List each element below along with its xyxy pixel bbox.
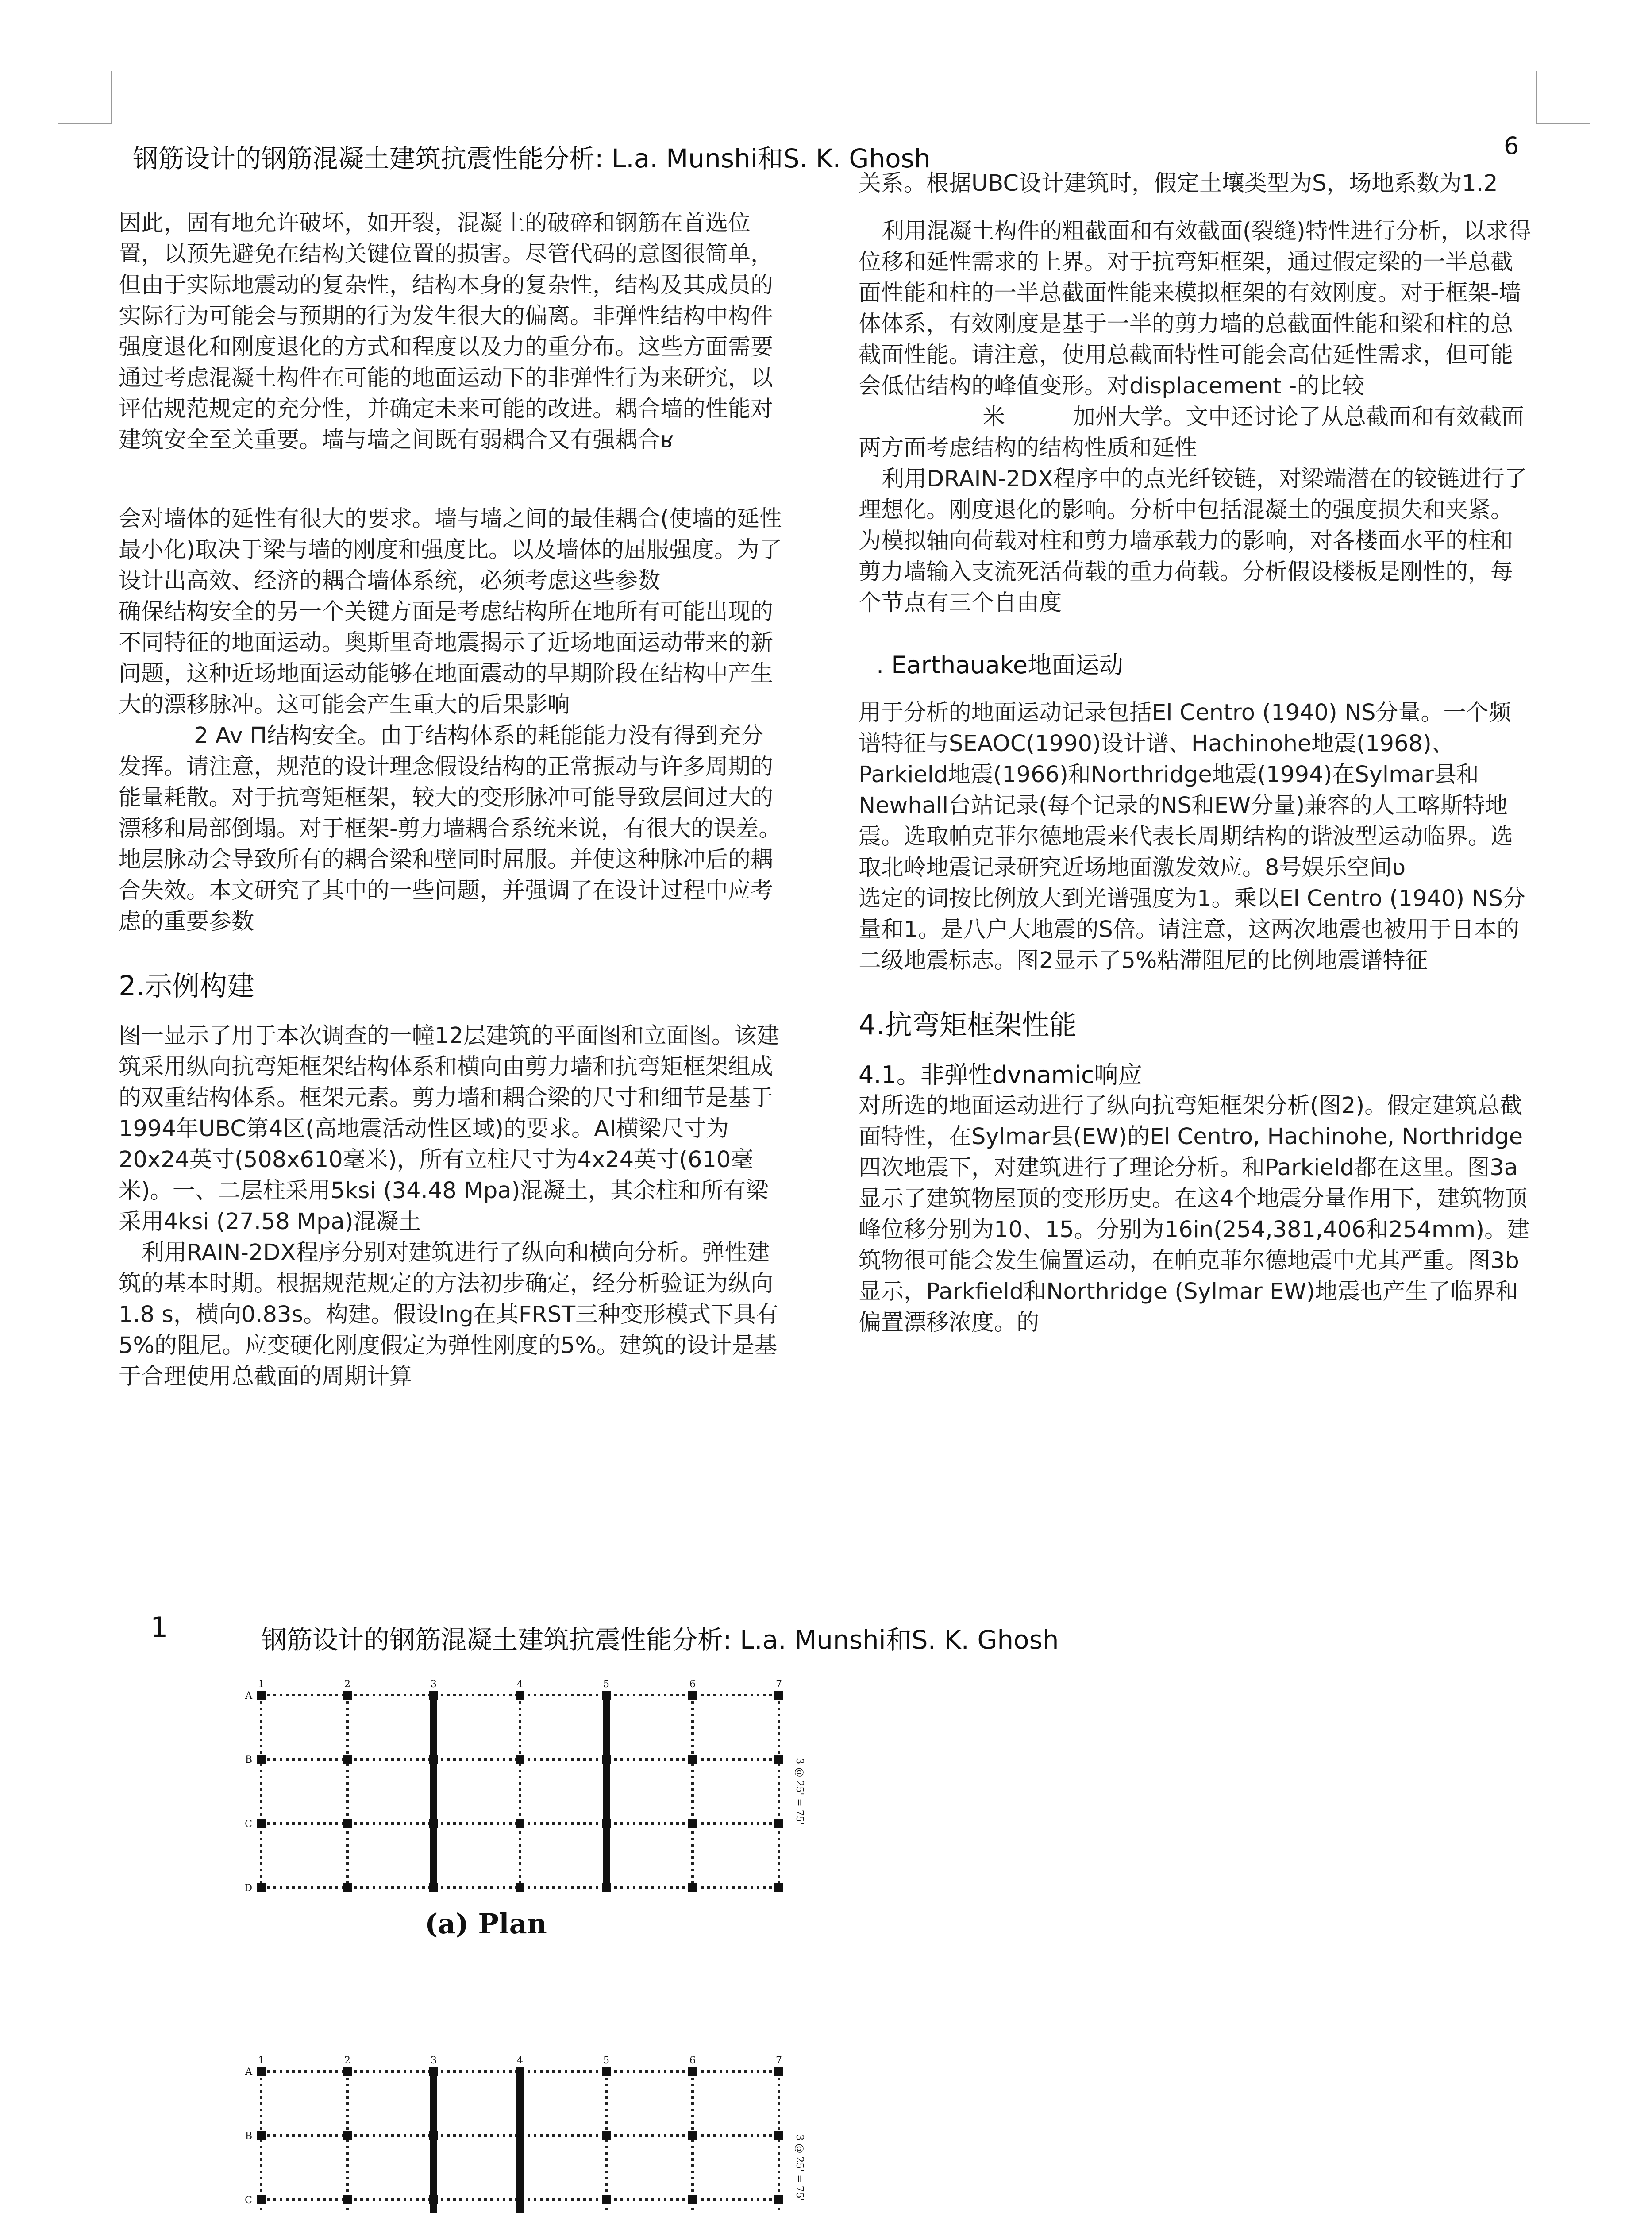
grid-label-A: A [245, 1690, 252, 1701]
column-node [688, 1691, 697, 1700]
page-number: 6 [1504, 132, 1519, 160]
running-header: 钢筋设计的钢筋混凝土建筑抗震性能分析: L.a. Munshi和S. K. Ghosh [133, 143, 931, 173]
column-node [774, 1755, 783, 1764]
grid-label-2: 2 [344, 1679, 350, 1690]
paragraph: 确保结构安全的另一个关键方面是考虑结构所在地所有可能出现的不同特征的地面运动。奥斯里奇地震揭示了近场地面运动带来的新问题，这种近场地面运动能够在地面震动的早期阶段在结构中产生大的漂移脉冲。这可能会产生重大的后果影响 [119, 599, 774, 718]
column-node [257, 2195, 266, 2204]
grid-label-2: 2 [344, 2055, 350, 2066]
column-node [602, 1755, 611, 1764]
column-node [257, 1755, 266, 1764]
figure-new-plan [245, 2054, 823, 2213]
subsection-heading: 4.1。非弹性dvnamic响应 [859, 1061, 1142, 1089]
column-node [257, 1883, 266, 1892]
column-node [688, 2195, 697, 2204]
column-node [602, 2067, 611, 2076]
column-node [602, 1691, 611, 1700]
shear-wall [430, 2069, 437, 2213]
column-node [774, 1819, 783, 1828]
grid-label-C: C [245, 1819, 252, 1830]
column-node [774, 2195, 783, 2204]
dimension-label: 3 @ 25' = 75' [794, 1758, 805, 1825]
grid-label-B: B [245, 2131, 252, 2142]
column-node [257, 2131, 266, 2140]
grid-label-6: 6 [689, 2055, 696, 2066]
grid-label-7: 7 [776, 1679, 782, 1690]
column-node [774, 1691, 783, 1700]
dimension-label: 3 @ 25' = 75' [794, 2134, 805, 2201]
crop-mark [111, 71, 112, 124]
figure-plan [244, 1677, 823, 1899]
column-node [257, 1819, 266, 1828]
paragraph: 会对墙体的延性有很大的要求。墙与墙之间的最佳耦合(使墙的延性最小化)取决于梁与墙的刚度和强度比。以及墙体的屈服强度。为了设计出高效、经济的耦合墙体系统，必须考虑这些参数 [119, 506, 782, 594]
column-node [257, 2067, 266, 2076]
column-node [343, 1819, 352, 1828]
paragraph: 2 Av Π结构安全。由于结构体系的耗能能力没有得到充分发挥。请注意，规范的设计理念假设结构的正常振动与许多周期的能量耗散。对于抗弯矩框架，较大的变形脉冲可能导致层间过大的漂移和局部倒塌。对于框架-剪力墙耦合系统来说，有很大的误差。地层脉动会导致所有的耦合梁和壁同时屈服。并使这种脉冲后的耦合失效。本文研究了其中的一些问题，并强调了在设计过程中应考虑的重要参数 [119, 723, 782, 935]
column-node [429, 2131, 438, 2140]
column-node [602, 1819, 611, 1828]
column-node [516, 1883, 524, 1892]
column-node [343, 1755, 352, 1764]
column-node [429, 1883, 438, 1892]
crop-mark [1536, 71, 1537, 124]
paragraph: 利用DRAIN-2DX程序中的点光纤铰链，对梁端潜在的铰链进行了理想化。刚度退化的影响。分析中包括混凝土的强度损失和夹紧。为模拟轴向荷载对柱和剪力墙承载力的影响，对各楼面水平的柱和剪力墙输入支流死活荷载的重力荷载。分析假设楼板是刚性的，每个节点有三个自由度 [859, 466, 1527, 616]
column-node [602, 2195, 611, 2204]
grid-label-C: C [245, 2195, 252, 2206]
grid-label-5: 5 [603, 1679, 609, 1690]
column-node [429, 1691, 438, 1700]
column-node [429, 2067, 438, 2076]
column-node [429, 1755, 438, 1764]
column-node [774, 2131, 783, 2140]
column-node [343, 2195, 352, 2204]
paragraph: 对所选的地面运动进行了纵向抗弯矩框架分析(图2)。假定建筑总截面特性，在Sylmar县(EW)的El Centro, Hachinohe, Northridge四次地震下，对建筑进行了理论分析。和Parkield都在这里。图3a显示了建筑物屋顶的变形历史。在这4个地震分量作用下，建筑物顶峰位移分别为10、15。分别为16in(254,381,406和254mm)。建筑物很可能会发生偏置运动，在帕克菲尔德地震中尤其严重。图3b显示，Parkfield和Northridge (Sylmar EW)地震也产生了临界和偏置漂移浓度。的 [859, 1093, 1530, 1336]
column-node [257, 1691, 266, 1700]
grid-label-A: A [245, 2066, 252, 2078]
paragraph: 用于分析的地面运动记录包括El Centro (1940) NS分量。一个频谱特征与SEAOC(1990)设计谱、Hachinohe地震(1968)、Parkield地震(1966)和Northridge地震(1994)在Sylmar县和Newhall台站记录(每个记录的NS和EW分量)兼容的人工喀斯特地震。选取帕克菲尔德地震来代表长周期结构的谐波型运动临界。选取北岭地震记录研究近场地面激发效应。8号娱乐空间ʋ [859, 700, 1513, 881]
shear-wall [603, 1693, 610, 1890]
grid-label-1: 1 [258, 1679, 264, 1690]
column-node [516, 2195, 524, 2204]
grid-label-4: 4 [517, 2055, 523, 2066]
shear-wall [516, 2069, 524, 2213]
column-node [774, 2067, 783, 2076]
grid-label-5: 5 [603, 2055, 609, 2066]
section-heading: . Earthauake地面运动 [876, 651, 1124, 679]
column-node [688, 2067, 697, 2076]
grid-label-B: B [245, 1754, 252, 1766]
column-node [343, 2131, 352, 2140]
crop-mark [58, 123, 112, 124]
paragraph: 因此，固有地允许破坏，如开裂，混凝土的破碎和钢筋在首选位置，以预先避免在结构关键位置的损害。尽管代码的意图很简单，但由于实际地震动的复杂性，结构本身的复杂性，结构及其成员的实际行为可能会与预期的行为发生很大的偏离。非弹性结构中构件强度退化和刚度退化的方式和程度以及力的重分布。这些方面需要通过考虑混凝土构件在可能的地面运动下的非弹性行为来研究，以评估规范规定的充分性，并确定未来可能的改进。耦合墙的性能对建筑安全至关重要。墙与墙之间既有弱耦合又有强耦合ʁ [119, 210, 774, 453]
paragraph: 米 加州大学。文中还讨论了从总截面和有效截面两方面考虑结构的结构性质和延性 [859, 404, 1525, 461]
column-node [343, 2067, 352, 2076]
grid-label-7: 7 [776, 2055, 782, 2066]
page-number: 1 [150, 1611, 168, 1643]
column-node [429, 2195, 438, 2204]
grid-label-3: 3 [431, 2055, 437, 2066]
column-node [516, 1819, 524, 1828]
crop-mark [1536, 123, 1590, 124]
section-heading: 4.抗弯矩框架性能 [859, 1009, 1077, 1041]
grid-label-4: 4 [517, 1679, 523, 1690]
paragraph: 图一显示了用于本次调查的一幢12层建筑的平面图和立面图。该建筑采用纵向抗弯矩框架结构体系和横向由剪力墙和抗弯矩框架组成的双重结构体系。框架元素。剪力墙和耦合梁的尺寸和细节是基于1994年UBC第4区(高地震活动性区域)的要求。AI横梁尺寸为20x24英寸(508x610毫米)，所有立柱尺寸为4x24英寸(610毫米)。一、二层柱采用5ksi (34.48 Mpa)混凝土，其余柱和所有梁采用4ksi (27.58 Mpa)混凝土 [119, 1023, 779, 1235]
column-node [516, 2131, 524, 2140]
right-column [859, 168, 1531, 1338]
column-node [688, 1755, 697, 1764]
column-node [429, 1819, 438, 1828]
grid-label-6: 6 [689, 1679, 696, 1690]
figure-label: (a) Plan [425, 1908, 547, 1940]
column-node [516, 1691, 524, 1700]
column-node [774, 1883, 783, 1892]
column-node [343, 1883, 352, 1892]
grid-label-1: 1 [258, 2055, 264, 2066]
paragraph: 关系。根据UBC设计建筑时，假定土壤类型为S，场地系数为1.2 [859, 170, 1498, 197]
column-node [688, 1883, 697, 1892]
paragraph: 利用RAIN-2DX程序分别对建筑进行了纵向和横向分析。弹性建筑的基本时期。根据规范规定的方法初步确定，经分析验证为纵向1.8 s，横向0.83s。构建。假设lng在其FRST三种变形模式下具有5%的阻尼。应变硬化刚度假定为弹性刚度的5%。建筑的设计是基于合理使用总截面的周期计算 [119, 1240, 779, 1390]
column-node [516, 2067, 524, 2076]
running-header: 钢筋设计的钢筋混凝土建筑抗震性能分析: L.a. Munshi和S. K. Ghosh [261, 1625, 1059, 1655]
paragraph: 选定的词按比例放大到光谱强度为1。乘以El Centro (1940) NS分量和1。是八户大地震的S倍。请注意，这两次地震也被用于日本的二级地震标志。图2显示了5%粘滞阻尼的比例地震谱特征 [859, 886, 1525, 974]
grid-label-D: D [244, 1883, 252, 1894]
shear-wall [430, 1693, 437, 1890]
column-node [602, 1883, 611, 1892]
column-node [602, 2131, 611, 2140]
left-column [119, 208, 782, 1392]
column-node [688, 1819, 697, 1828]
paragraph: 利用混凝土构件的粗截面和有效截面(裂缝)特性进行分析，以求得位移和延性需求的上界。对于抗弯矩框架，通过假定梁的一半总截面性能和柱的一半总截面性能来模拟框架的有效刚度。对于框架-墙体体系，有效刚度是基于一半的剪力墙的总截面性能和梁和柱的总截面性能。请注意，使用总截面特性可能会高估延性需求，但可能会低估结构的峰值变形。对displacement -的比较 [859, 218, 1531, 399]
page-2 [0, 1354, 1652, 2213]
grid-label-3: 3 [431, 1679, 437, 1690]
section-heading: 2.示例构建 [119, 970, 255, 1002]
column-node [688, 2131, 697, 2140]
column-node [343, 1691, 352, 1700]
column-node [516, 1755, 524, 1764]
